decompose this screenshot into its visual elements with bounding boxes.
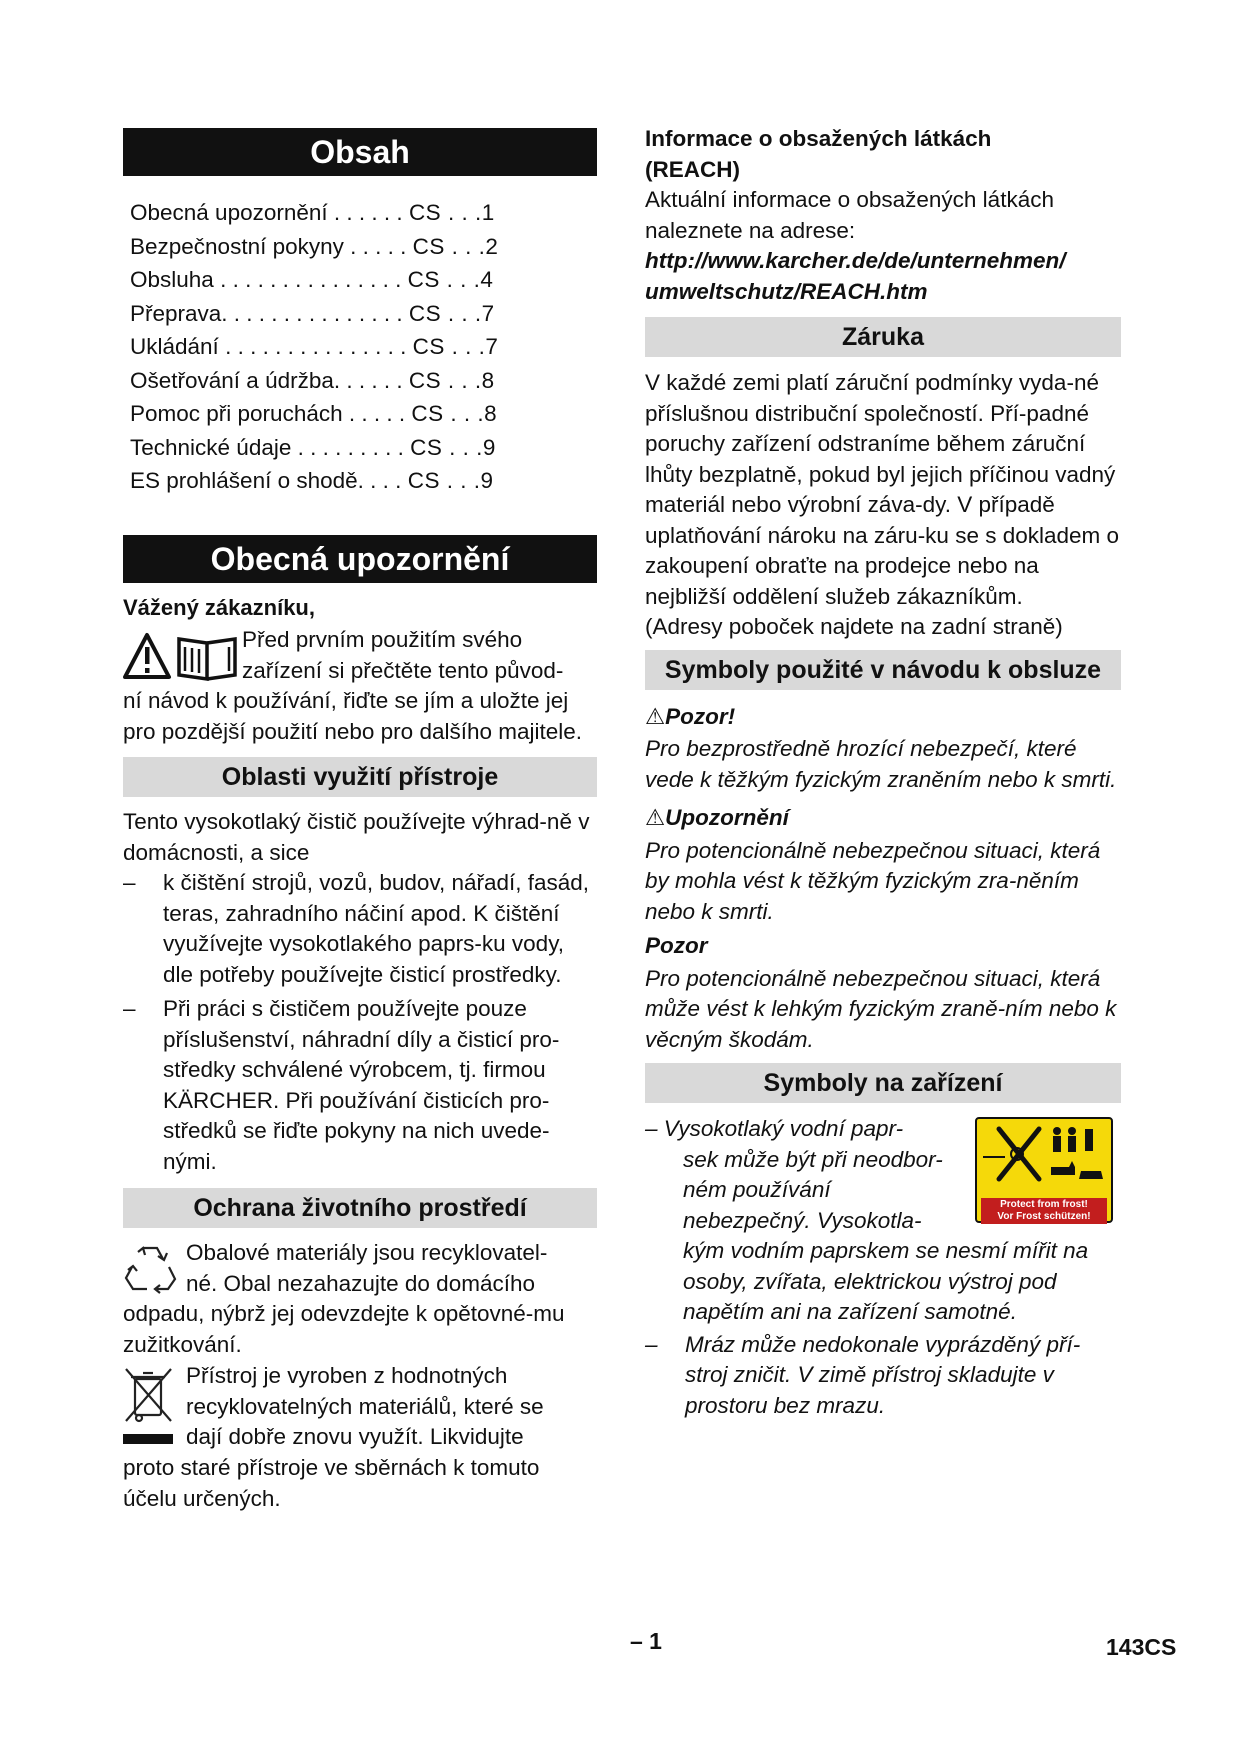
table-of-contents <box>130 196 597 498</box>
warranty-note: (Adresy poboček najdete na zadní straně) <box>645 614 1063 639</box>
warning-triangle-icon: ⚠ <box>645 703 666 729</box>
toc-item[interactable]: Pomoc při poruchách . . . . . CS . . .8 <box>130 401 498 426</box>
toc-item[interactable]: Bezpečnostní pokyny . . . . . CS . . .2 <box>130 233 499 259</box>
intro-text-line: zařízení si přečtěte tento původ- <box>242 657 564 683</box>
weee-text-line: dají dobře znovu využít. Likvidujte <box>186 1424 524 1449</box>
warning-read-manual-icon <box>123 631 241 683</box>
manual-symbols-title: Symboly použité v návodu k obsluze <box>645 650 1121 690</box>
toc-item[interactable]: Přeprava. . . . . . . . . . . . . . . CS . . .7 <box>130 300 495 326</box>
warning-triangle-icon: ⚠ <box>645 805 666 830</box>
reach-title: Informace o obsažených látkách (REACH) <box>645 126 992 182</box>
recycle-text-line: Obalové materiály jsou recyklovatel- <box>186 1240 548 1265</box>
weee-block <box>123 1361 597 1514</box>
usage-areas-title: Oblasti využití přístroje <box>123 757 597 797</box>
toc-item[interactable]: Obsluha . . . . . . . . . . . . . . . CS . . .4 <box>130 267 494 292</box>
general-notes-title: Obecná upozornění <box>123 535 597 583</box>
device-symbol-list <box>645 1330 1121 1422</box>
dear-customer-heading: Vážený zákazníku, <box>123 594 315 620</box>
usage-list <box>123 868 597 1177</box>
list-item: – Při práci s čističem používejte pouze příslušenství, náhradní díly a čisticí pro-středky schválené výrobcem, tj. firmou KÄRCHER. Při používání čisticích pro-středků se řiďte pokyny na nich uvede-nými. <box>123 996 560 1174</box>
recycle-text: odpadu, nýbrž jej odevzdejte k opětovné-mu zužitkování. <box>123 1301 565 1357</box>
toc-item[interactable]: ES prohlášení o shodě. . . . CS . . .9 <box>130 468 494 493</box>
toc-item[interactable]: Ukládání . . . . . . . . . . . . . . . CS . . .7 <box>130 334 499 359</box>
weee-text: proto staré přístroje ve sběrnách k tomuto účelu určených. <box>123 1455 540 1511</box>
warning-heading: ⚠Upozornění <box>645 805 789 830</box>
caution-heading: Pozor <box>645 933 708 958</box>
crossed-bin-icon <box>123 1365 175 1451</box>
frost-warning-sticker <box>975 1117 1113 1223</box>
toc-item[interactable]: Ošetřování a údržba. . . . . . CS . . .8 <box>130 367 495 393</box>
intro-text: ní návod k používání, řiďte se jím a uložte jej pro pozdější použití nebo pro dalšího majitele. <box>123 688 583 744</box>
intro-block <box>123 625 597 747</box>
reach-url-link[interactable]: http://www.karcher.de/de/unternehmen/ umweltschutz/REACH.htm <box>645 248 1066 304</box>
device-symbols-title: Symboly na zařízení <box>645 1063 1121 1103</box>
reach-text: Aktuální informace o obsažených látkách naleznete na adrese: <box>645 187 1054 243</box>
usage-text: Tento vysokotlaký čistič používejte výhrad-ně v domácnosti, a sice <box>123 809 590 865</box>
intro-text-line: Před prvním použitím svého <box>242 627 523 652</box>
danger-heading: ⚠Pozor! <box>645 703 736 729</box>
list-item: – Mráz může nedokonale vyprázděný pří-stroj zničit. V zimě přístroj skladujte v prostoru bez mrazu. <box>645 1331 1081 1418</box>
sticker-label: Protect from frost! Vor Frost schützen! <box>981 1198 1107 1224</box>
weee-text-line: recyklovatelných materiálů, které se <box>186 1393 544 1419</box>
recycle-block <box>123 1238 597 1360</box>
recycle-icon <box>123 1242 177 1296</box>
left-column <box>123 128 597 1514</box>
right-column <box>645 124 1121 1421</box>
warning-text: Pro potencionálně nebezpečnou situaci, která by mohla vést k těžkým fyzickým zra-něním nebo k smrti. <box>645 837 1101 924</box>
device-item-line: nebezpečný. Vysokotla- <box>683 1207 922 1233</box>
list-item: – k čištění strojů, vozů, budov, nářadí, fasád, teras, zahradního náčiní apod. K čištění využívejte vysokotlakého paprs-ku vody, dle potřeby používejte čisticí prostředky. <box>123 870 590 987</box>
warranty-title: Záruka <box>645 317 1121 357</box>
weee-text-line: Přístroj je vyroben z hodnotných <box>186 1363 508 1388</box>
caution-text: Pro potencionálně nebezpečnou situaci, která může vést k lehkým fyzickým zraně-ním nebo k věcným škodám. <box>645 965 1117 1052</box>
device-item-line: ném používání <box>683 1177 831 1202</box>
no-spray-people-icon <box>977 1119 1111 1193</box>
page-number: – 1 <box>630 1628 662 1654</box>
device-item-text: kým vodním paprskem se nesmí mířit na osoby, zvířata, elektrickou výstroj pod napětím ani na zařízení samotné. <box>683 1238 1089 1324</box>
warranty-text: V každé zemi platí záruční podmínky vyda-né příslušnou distribuční společností. Pří-padné poruchy zařízení odstraníme během záruční lhůty bezplatně, pokud byl jejich příčinou vadný materiál nebo výrobní záva-dy. V případě uplatňování nároku na záru-ku se s dokladem o zakoupení obraťte na prodejce nebo na nejbližší oddělení služeb zákazníkům. <box>645 370 1120 609</box>
recycle-text-line: né. Obal nezahazujte do domácího <box>186 1270 535 1296</box>
toc-item[interactable]: Technické údaje . . . . . . . . . CS . . .9 <box>130 434 496 460</box>
device-item-line: sek může být při neodbor- <box>683 1146 943 1172</box>
danger-text: Pro bezprostředně hrozící nebezpečí, které vede k těžkým fyzickým zraněním nebo k smrti. <box>645 736 1117 792</box>
device-item-line: – Vysokotlaký vodní papr- <box>645 1116 904 1141</box>
device-symbol-item <box>645 1114 1121 1328</box>
toc-item[interactable]: Obecná upozornění . . . . . . CS . . .1 <box>130 200 495 225</box>
environment-title: Ochrana životního prostředí <box>123 1188 597 1228</box>
toc-title: Obsah <box>123 128 597 176</box>
page-code: 143CS <box>1106 1634 1177 1660</box>
